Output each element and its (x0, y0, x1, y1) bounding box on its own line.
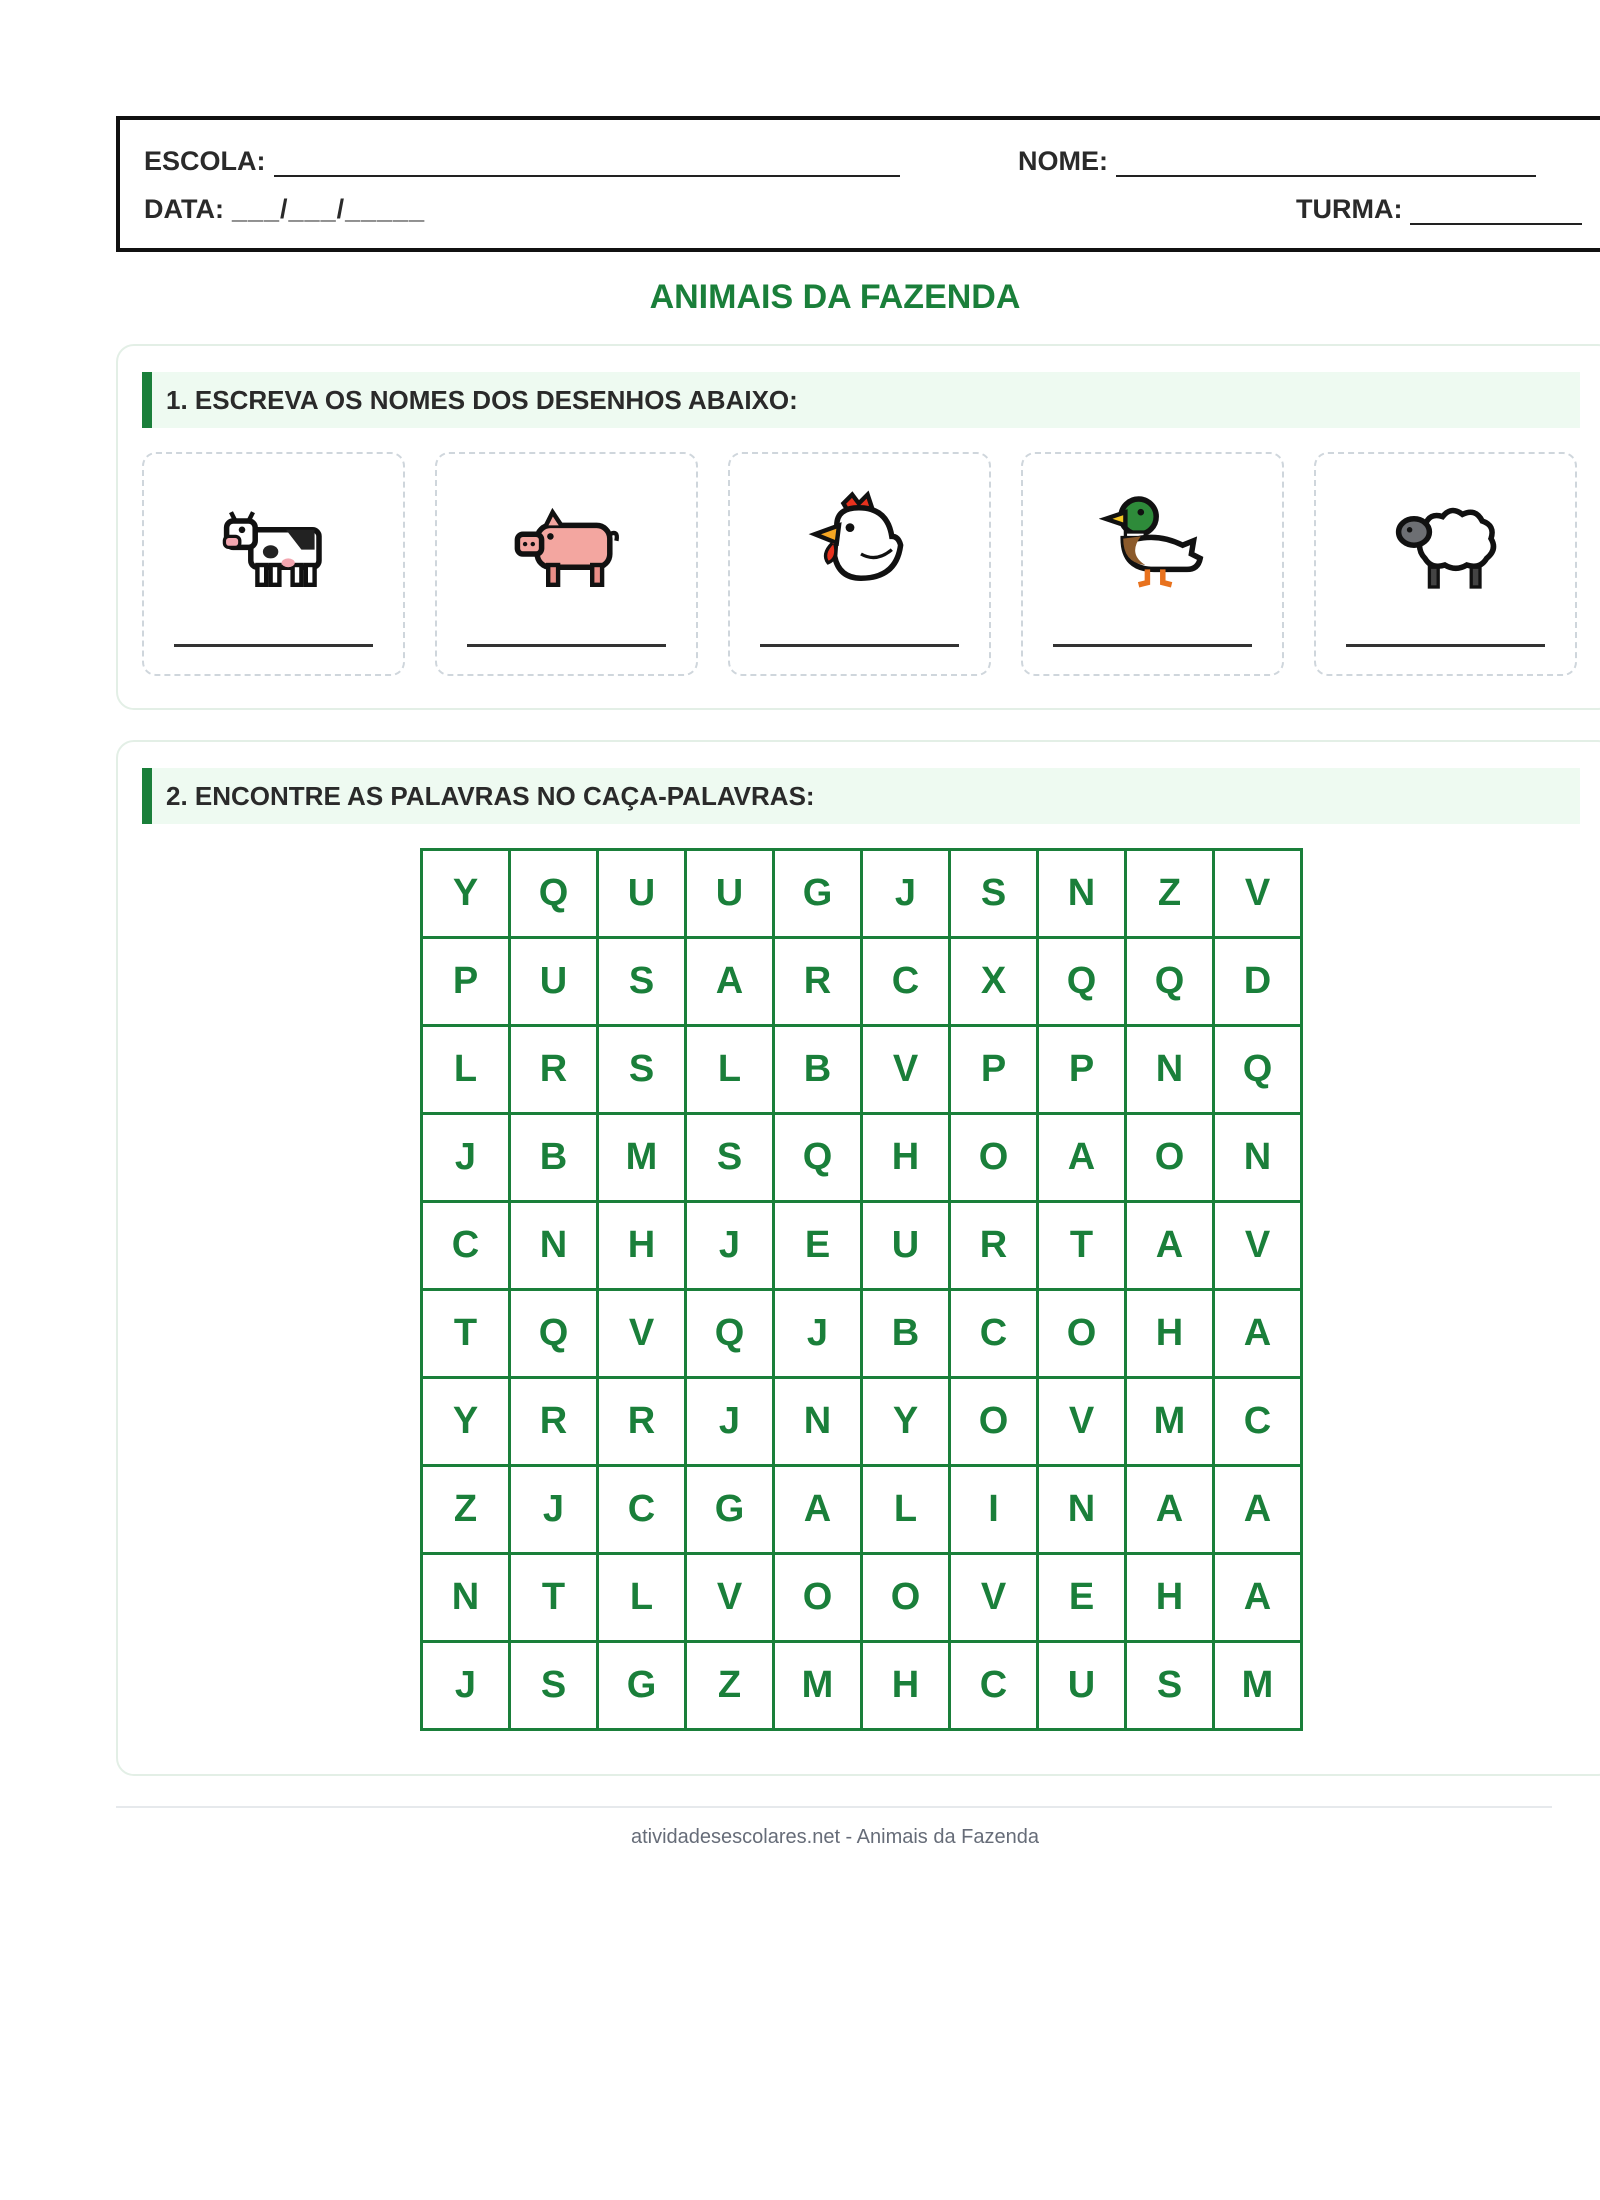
grid-cell[interactable]: L (422, 1026, 510, 1114)
grid-cell[interactable]: J (862, 850, 950, 938)
grid-cell[interactable]: V (950, 1554, 1038, 1642)
grid-cell[interactable]: V (686, 1554, 774, 1642)
grid-cell[interactable]: L (598, 1554, 686, 1642)
grid-row (422, 1466, 1302, 1554)
grid-cell[interactable]: I (950, 1466, 1038, 1554)
grid-cell[interactable]: B (862, 1290, 950, 1378)
escola-row (144, 146, 900, 177)
grid-cell[interactable]: N (1126, 1026, 1214, 1114)
grid-cell[interactable]: A (1214, 1554, 1302, 1642)
grid-cell[interactable]: C (598, 1466, 686, 1554)
data-row (144, 194, 425, 225)
grid-row (422, 1114, 1302, 1202)
grid-cell[interactable]: O (950, 1114, 1038, 1202)
grid-cell[interactable]: Y (422, 850, 510, 938)
grid-row (422, 1554, 1302, 1642)
escola-label: ESCOLA: (144, 146, 266, 176)
grid-row (422, 1026, 1302, 1114)
grid-cell[interactable]: S (1126, 1642, 1214, 1730)
grid-cell[interactable]: L (686, 1026, 774, 1114)
grid-cell[interactable]: Y (422, 1378, 510, 1466)
section-1-heading: 1. ESCREVA OS NOMES DOS DESENHOS ABAIXO: (142, 372, 1580, 428)
turma-field[interactable] (1410, 199, 1582, 225)
grid-cell[interactable]: H (1126, 1290, 1214, 1378)
grid-cell[interactable]: Z (686, 1642, 774, 1730)
student-info-header (116, 116, 1600, 252)
grid-row (422, 850, 1302, 938)
data-field[interactable]: ___/___/_____ (231, 194, 426, 224)
grid-cell[interactable]: O (950, 1378, 1038, 1466)
grid-cell[interactable]: A (1214, 1466, 1302, 1554)
grid-cell[interactable]: R (510, 1378, 598, 1466)
grid-row (422, 1378, 1302, 1466)
card-duck (1021, 452, 1284, 676)
card-chicken (728, 452, 991, 676)
grid-cell[interactable]: G (686, 1466, 774, 1554)
section-names (116, 344, 1600, 710)
section-word-search (116, 740, 1600, 1776)
grid-cell[interactable]: S (598, 1026, 686, 1114)
answer-line[interactable] (760, 644, 959, 647)
grid-cell[interactable]: Q (510, 850, 598, 938)
grid-cell[interactable]: M (1126, 1378, 1214, 1466)
grid-cell[interactable]: V (1214, 1202, 1302, 1290)
grid-cell[interactable]: A (686, 938, 774, 1026)
card-sheep (1314, 452, 1577, 676)
grid-cell[interactable]: U (862, 1202, 950, 1290)
nome-label: NOME: (1018, 146, 1108, 176)
grid-cell[interactable]: V (1214, 850, 1302, 938)
grid-cell[interactable]: Q (1214, 1026, 1302, 1114)
grid-cell[interactable]: V (598, 1290, 686, 1378)
grid-cell[interactable]: U (686, 850, 774, 938)
grid-cell[interactable]: G (774, 850, 862, 938)
grid-cell[interactable]: S (686, 1114, 774, 1202)
grid-row (422, 938, 1302, 1026)
word-search-grid (420, 848, 1303, 1731)
grid-cell[interactable]: P (950, 1026, 1038, 1114)
grid-cell[interactable]: J (686, 1202, 774, 1290)
grid-cell[interactable]: P (422, 938, 510, 1026)
grid-cell[interactable]: V (862, 1026, 950, 1114)
grid-cell[interactable]: D (1214, 938, 1302, 1026)
grid-cell[interactable]: S (598, 938, 686, 1026)
grid-cell[interactable]: J (510, 1466, 598, 1554)
answer-line[interactable] (1346, 644, 1545, 647)
answer-line[interactable] (1053, 644, 1252, 647)
grid-cell[interactable]: L (862, 1466, 950, 1554)
grid-cell[interactable]: E (774, 1202, 862, 1290)
answer-line[interactable] (467, 644, 666, 647)
grid-cell[interactable]: H (862, 1642, 950, 1730)
page-title: ANIMAIS DA FAZENDA (649, 278, 1021, 316)
grid-cell[interactable]: J (686, 1378, 774, 1466)
sheep-icon (1392, 488, 1502, 598)
grid-cell[interactable]: R (950, 1202, 1038, 1290)
grid-cell[interactable]: H (598, 1202, 686, 1290)
grid-cell[interactable]: A (1038, 1114, 1126, 1202)
grid-cell[interactable]: X (950, 938, 1038, 1026)
card-pig (435, 452, 698, 676)
grid-cell[interactable]: U (510, 938, 598, 1026)
grid-cell[interactable]: N (510, 1202, 598, 1290)
grid-cell[interactable]: V (1038, 1378, 1126, 1466)
grid-cell[interactable]: A (1214, 1290, 1302, 1378)
grid-cell[interactable]: O (1038, 1290, 1126, 1378)
grid-cell[interactable]: N (774, 1378, 862, 1466)
section-2-heading: 2. ENCONTRE AS PALAVRAS NO CAÇA-PALAVRAS: (142, 768, 1580, 824)
grid-row (422, 1202, 1302, 1290)
grid-cell[interactable]: S (950, 850, 1038, 938)
turma-row (1296, 194, 1582, 225)
grid-cell[interactable]: S (510, 1642, 598, 1730)
footer-divider (116, 1806, 1552, 1808)
grid-cell[interactable]: B (510, 1114, 598, 1202)
chicken-icon (806, 488, 916, 598)
grid-cell[interactable]: R (598, 1378, 686, 1466)
grid-cell[interactable]: M (1214, 1642, 1302, 1730)
grid-cell[interactable]: R (774, 938, 862, 1026)
data-label: DATA: (144, 194, 224, 224)
nome-field[interactable] (1116, 151, 1536, 177)
grid-cell[interactable]: U (598, 850, 686, 938)
escola-field[interactable] (274, 151, 900, 177)
grid-cell[interactable]: G (598, 1642, 686, 1730)
answer-line[interactable] (174, 644, 373, 647)
grid-cell[interactable]: O (862, 1554, 950, 1642)
grid-cell[interactable]: N (1038, 850, 1126, 938)
grid-cell[interactable]: J (422, 1642, 510, 1730)
turma-label: TURMA: (1296, 194, 1403, 224)
grid-cell[interactable]: C (862, 938, 950, 1026)
grid-cell[interactable]: M (598, 1114, 686, 1202)
animal-cards (142, 452, 1577, 676)
grid-cell[interactable]: Q (1038, 938, 1126, 1026)
grid-row (422, 1642, 1302, 1730)
grid-cell[interactable]: N (1038, 1466, 1126, 1554)
grid-cell[interactable]: U (1038, 1642, 1126, 1730)
nome-row (1018, 146, 1536, 177)
grid-cell[interactable]: O (774, 1554, 862, 1642)
grid-cell[interactable]: Q (510, 1290, 598, 1378)
grid-cell[interactable]: Z (1126, 850, 1214, 938)
grid-cell[interactable]: Z (422, 1466, 510, 1554)
cow-icon (220, 488, 330, 598)
footer-text: atividadesescolares.net - Animais da Fazenda (630, 1826, 1039, 1848)
grid-cell[interactable]: C (950, 1290, 1038, 1378)
grid-cell[interactable]: C (1214, 1378, 1302, 1466)
grid-cell[interactable]: E (1038, 1554, 1126, 1642)
grid-cell[interactable]: N (422, 1554, 510, 1642)
grid-cell[interactable]: T (510, 1554, 598, 1642)
grid-cell[interactable]: Q (774, 1114, 862, 1202)
grid-cell[interactable]: T (1038, 1202, 1126, 1290)
grid-cell[interactable]: C (950, 1642, 1038, 1730)
grid-cell[interactable]: B (774, 1026, 862, 1114)
grid-cell[interactable]: Q (1126, 938, 1214, 1026)
grid-cell[interactable]: A (1126, 1202, 1214, 1290)
grid-cell[interactable]: O (1126, 1114, 1214, 1202)
grid-cell[interactable]: H (862, 1114, 950, 1202)
duck-icon (1099, 488, 1209, 598)
pig-icon (513, 488, 623, 598)
grid-cell[interactable]: A (774, 1466, 862, 1554)
grid-row (422, 1290, 1302, 1378)
grid-cell[interactable]: R (510, 1026, 598, 1114)
grid-cell[interactable]: N (1214, 1114, 1302, 1202)
card-cow (142, 452, 405, 676)
grid-cell[interactable]: J (774, 1290, 862, 1378)
grid-cell[interactable]: M (774, 1642, 862, 1730)
grid-cell[interactable]: A (1126, 1466, 1214, 1554)
grid-cell[interactable]: C (422, 1202, 510, 1290)
grid-cell[interactable]: T (422, 1290, 510, 1378)
grid-cell[interactable]: Y (862, 1378, 950, 1466)
grid-cell[interactable]: Q (686, 1290, 774, 1378)
grid-cell[interactable]: J (422, 1114, 510, 1202)
grid-cell[interactable]: P (1038, 1026, 1126, 1114)
grid-cell[interactable]: H (1126, 1554, 1214, 1642)
